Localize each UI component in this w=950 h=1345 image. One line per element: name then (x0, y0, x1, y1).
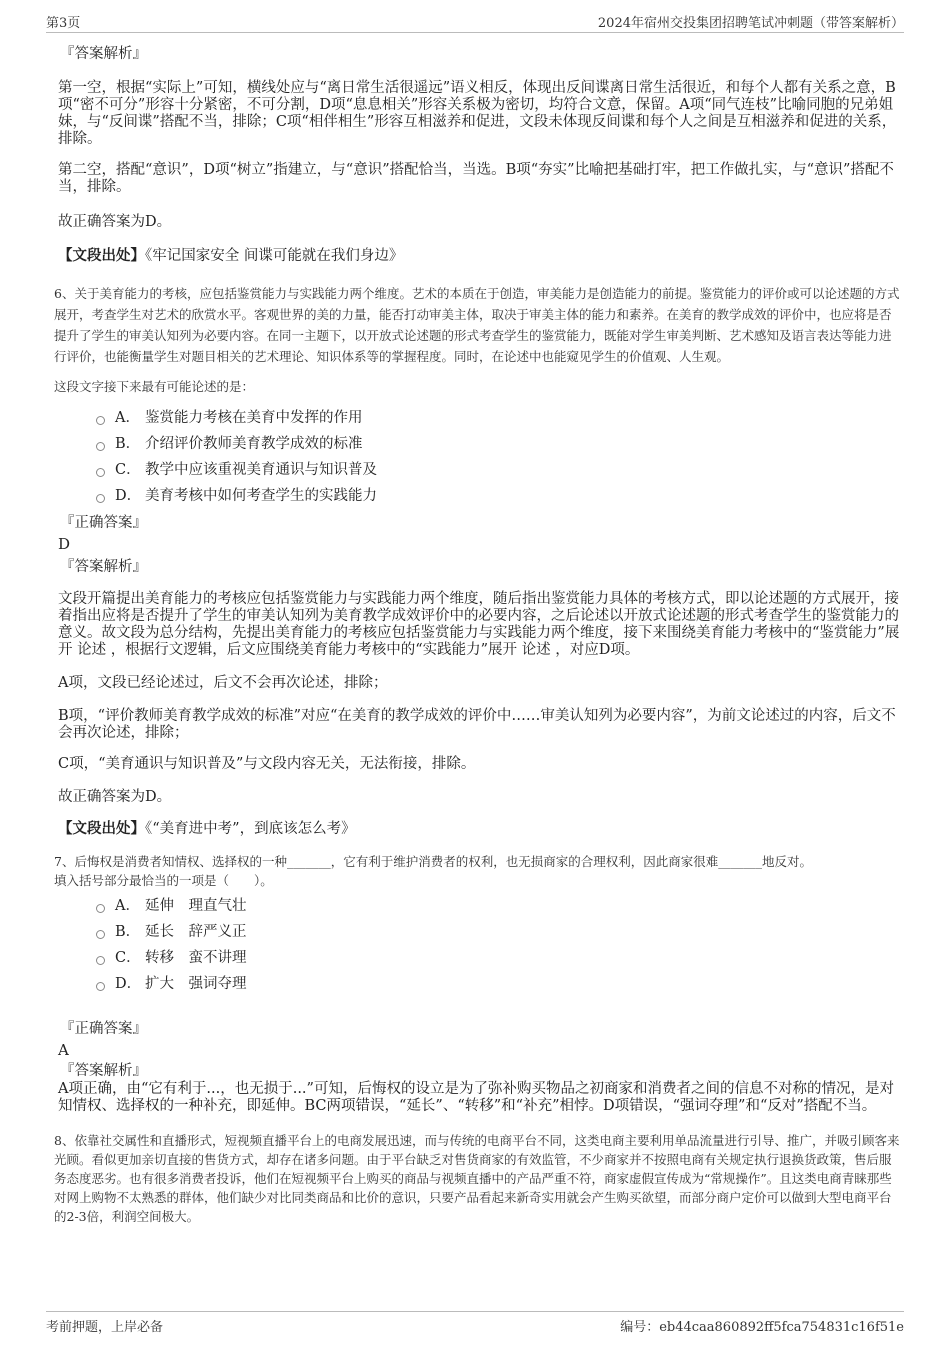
q5-source-label: 【文段出处】 (58, 247, 145, 264)
page-content (56, 44, 900, 1226)
q7-question-prompt: 填入括号部分最恰当的一项是（ ）。 (54, 873, 273, 888)
q6-analysis-para-2: A项，文段已经论述过，后文不会再次论述，排除； (58, 675, 388, 691)
radio-icon[interactable] (96, 930, 105, 939)
q7-option-d[interactable]: D． 扩大 强词夺理 (96, 971, 900, 997)
q6-question-prompt: 这段文字接下来最有可能论述的是： (54, 379, 255, 394)
q5-analysis-para-1: 第一空，根据“实际上”可知，横线处应与“离日常生活很遥远”语义相反，体现出反间谍离日常生活很近，和每个人都有关系之意，B项“密不可分”形容十分紧密，不可分割，D项“息息相关”形容关系极为密切，均符合文意，保留。A项“同气连枝”比喻同胞的兄弟姐妹，与“反间谍”搭配不当，排除；C项“相伴相生”形容互相滋养和促进，文段未体现反间谍和每个人之间是互相滋养和促进的关系，排除。 (58, 80, 897, 147)
page-number: 第3页 (46, 16, 81, 31)
q7-option-c[interactable]: C． 转移 蛮不讲理 (96, 945, 900, 971)
q6-analysis-para-1: 文段开篇提出美育能力的考核应包括鉴赏能力与实践能力两个维度，随后指出鉴赏能力具体的考核方式，即以论述题的方式展开，接着指出应将是否提升了学生的审美认知列为美育教学成效评价中的必要内容，之后论述以开放式论述题的形式考查学生的鉴赏能力的意义。故文段为总分结构，先提出美育能力的考核应包括鉴赏能力与实践能力两个维度，接下来围绕美育能力考核中的“鉴赏能力”展开 论述 ，根据行文逻辑，后文应围绕美育能力考核中的“实践能力”展开 论述 ，对应D项。 (58, 591, 900, 658)
q5-source-title: 《牢记国家安全 间谍可能就在我们身边》 (145, 248, 404, 264)
radio-icon[interactable] (96, 982, 105, 991)
q5-analysis-para-2: 第二空，搭配“意识”，D项“树立”指建立，与“意识”搭配恰当，当选。B项“夯实”比喻把基础打牢，把工作做扎实，与“意识”搭配不当，排除。 (58, 162, 894, 195)
q8-question-text: 8、依靠社交属性和直播形式，短视频直播平台上的电商发展迅速，而与传统的电商平台不同，这类电商主要利用单品流量进行引导、推广，并吸引顾客来光顾。看似更加亲切直接的售货方式，却存在诸多问题。由于平台缺乏对售货商家的有效监管，不少商家并不按照电商有关规定执行退换货政策，售后服务态度恶劣。也有很多消费者投诉，他们在短视频平台上购买的商品与视频直播中的产品严重不符，商家虚假宣传成为“常规操作”。且这类电商青睐那些对网上购物不太熟悉的群体，他们缺少对比同类商品和比价的意识，只要产品看起来新奇实用就会产生购买欲望，而部分商户定价可以做到大型电商平台的2-3倍，利润空间极大。 (54, 1133, 900, 1224)
q5-conclusion: 故正确答案为D。 (58, 214, 172, 230)
q7-option-a[interactable]: A． 延伸 理直气壮 (96, 893, 900, 919)
q5-source (58, 247, 900, 265)
q6-option-d[interactable]: D． 美育考核中如何考查学生的实践能力 (96, 483, 900, 509)
q5-analysis-label: 『答案解析』 (60, 46, 147, 62)
q7-answer-label: 『正确答案』 (60, 1021, 147, 1037)
document-code: 编号：eb44caa860892ff5fca754831c16f51e (620, 1320, 904, 1335)
q7-answer: A (58, 1041, 69, 1059)
q6-source-label: 【文段出处】 (58, 820, 145, 837)
page-footer (46, 1311, 904, 1336)
footer-slogan: 考前押题，上岸必备 (46, 1320, 164, 1335)
radio-icon[interactable] (96, 956, 105, 965)
radio-icon[interactable] (96, 416, 105, 425)
page-header (46, 10, 904, 33)
q6-analysis-para-4: C项，“美育通识与知识普及”与文段内容无关，无法衔接，排除。 (58, 756, 476, 772)
q6-conclusion: 故正确答案为D。 (58, 789, 172, 805)
q6-question-text: 6、关于美育能力的考核，应包括鉴赏能力与实践能力两个维度。艺术的本质在于创造，审美能力是创造能力的前提。鉴赏能力的评价或可以论述题的方式展开，考查学生对艺术的欣赏水平。客观世界的美的力量，能否打动审美主体，取决于审美主体的能力和素养。在美育的教学成效的评价中，也应将是否提升了学生的审美认知列为必要内容。在同一主题下，以开放式论述题的形式考查学生的鉴赏能力，既能对学生审美判断、艺术感知及语言表达等能力进行评价，也能衡量学生对题目相关的艺术理论、知识体系等的掌握程度。同时，在论述中也能窥见学生的价值观、人生观。 (54, 286, 900, 364)
q7-analysis-label: 『答案解析』 (60, 1063, 147, 1079)
q6-analysis-para-3: B项，“评价教师美育教学成效的标准”对应“在美育的教学成效的评价中……审美认知列为必要内容”，为前文论述过的内容，后文不会再次论述，排除； (58, 708, 896, 741)
radio-icon[interactable] (96, 442, 105, 451)
q6-answer-label: 『正确答案』 (60, 515, 147, 531)
q6-option-b[interactable]: B． 介绍评价教师美育教学成效的标准 (96, 431, 900, 457)
document-title: 2024年宿州交投集团招聘笔试冲刺题（带答案解析） (597, 16, 904, 31)
q7-options (96, 893, 900, 997)
q6-source (58, 820, 900, 838)
q6-option-c[interactable]: C． 教学中应该重视美育通识与知识普及 (96, 457, 900, 483)
q7-analysis-para-1: A项正确，由“它有利于...，也无损于...”可知，后悔权的设立是为了弥补购买物品之初商家和消费者之间的信息不对称的情况，是对知情权、选择权的一种补充，即延伸。BC两项错误，“延长”、“转移”和“补充”相悖。D项错误，“强词夺理”和“反对”搭配不当。 (58, 1081, 894, 1114)
q6-analysis-label: 『答案解析』 (60, 559, 147, 575)
q7-question-text: 7、后悔权是消费者知情权、选择权的一种_______，它有利于维护消费者的权利，也无损商家的合理权利，因此商家很难_______地反对。 (54, 854, 812, 869)
q6-options (96, 405, 900, 509)
q6-answer: D (58, 535, 71, 553)
radio-icon[interactable] (96, 494, 105, 503)
q7-option-b[interactable]: B． 延长 辞严义正 (96, 919, 900, 945)
radio-icon[interactable] (96, 904, 105, 913)
q6-option-a[interactable]: A． 鉴赏能力考核在美育中发挥的作用 (96, 405, 900, 431)
q6-source-title: 《“美育进中考”，到底该怎么考》 (145, 821, 356, 837)
radio-icon[interactable] (96, 468, 105, 477)
